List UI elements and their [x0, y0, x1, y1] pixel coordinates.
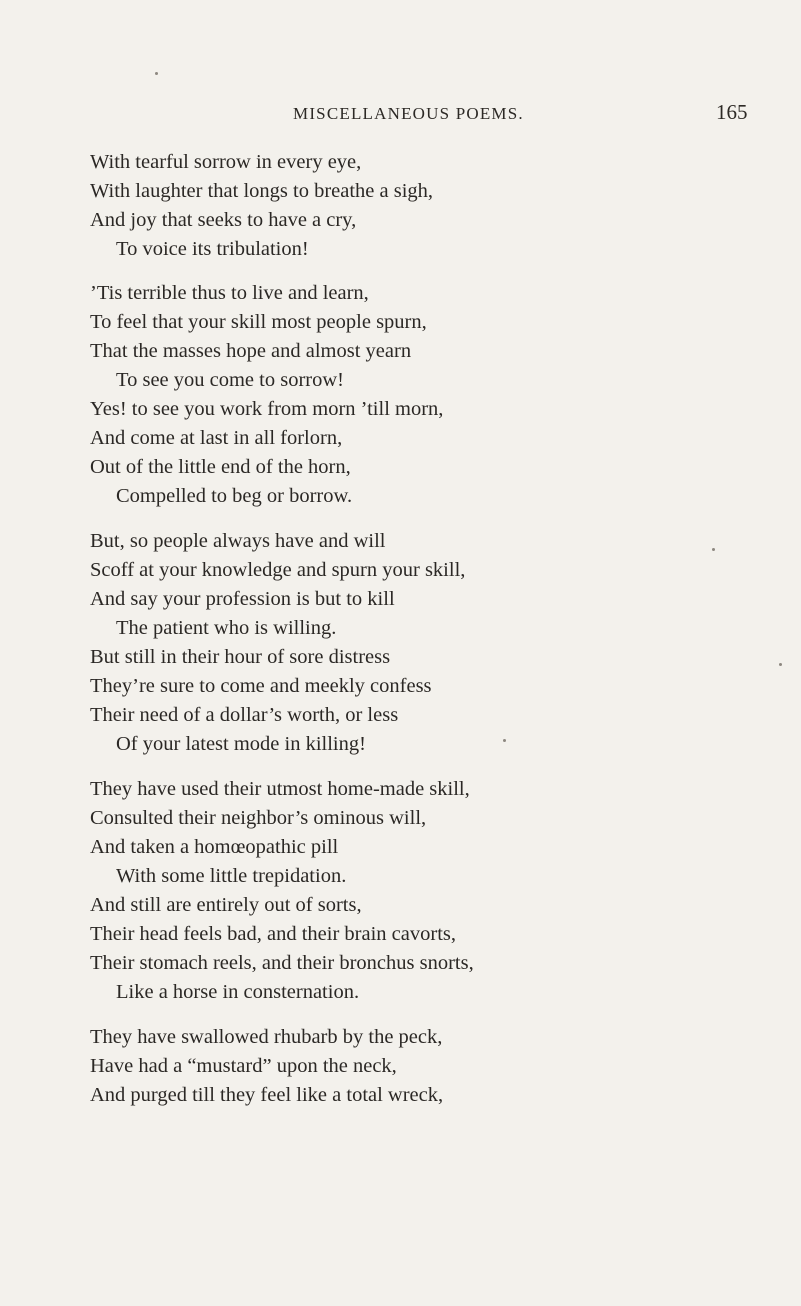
poem-line: With tearful sorrow in every eye,: [90, 151, 362, 173]
poem-line: With some little trepidation.: [116, 865, 347, 887]
scan-speck: [779, 663, 782, 666]
scan-speck: [503, 739, 506, 742]
poem-line: To feel that your skill most people spurn,: [90, 311, 427, 333]
poem-line: They’re sure to come and meekly confess: [90, 675, 432, 697]
poem-line: Scoff at your knowledge and spurn your skill,: [90, 559, 466, 581]
poem-line: Their head feels bad, and their brain cavorts,: [90, 923, 456, 945]
poem-line: ’Tis terrible thus to live and learn,: [90, 282, 369, 304]
poem-line: But still in their hour of sore distress: [90, 646, 391, 668]
scan-speck: [155, 72, 158, 75]
poem-line: The patient who is willing.: [116, 617, 337, 639]
poem-line: And say your profession is but to kill: [90, 588, 395, 610]
poem-line: Their stomach reels, and their bronchus snorts,: [90, 952, 474, 974]
page-number: 165: [716, 100, 748, 124]
poem-line: And joy that seeks to have a cry,: [90, 209, 357, 231]
poem-line: Yes! to see you work from morn ’till morn,: [90, 398, 444, 420]
poem-line: Of your latest mode in killing!: [116, 733, 366, 755]
running-head-title: MISCELLANEOUS POEMS.: [293, 104, 524, 123]
poem-line: But, so people always have and will: [90, 530, 386, 552]
poem-line: Like a horse in consternation.: [116, 981, 360, 1003]
poem-line: They have used their utmost home-made skill,: [90, 778, 470, 800]
poem-line: Consulted their neighbor’s ominous will,: [90, 807, 427, 829]
poem-line: Their need of a dollar’s worth, or less: [90, 704, 399, 726]
poem-line: To voice its tribulation!: [116, 238, 309, 260]
scan-speck: [712, 548, 715, 551]
poem-line: That the masses hope and almost yearn: [90, 340, 412, 362]
running-head: [0, 100, 801, 130]
poem-line: Compelled to beg or borrow.: [116, 485, 353, 507]
poem-line: And purged till they feel like a total wreck,: [90, 1084, 444, 1106]
poem-line: And come at last in all forlorn,: [90, 427, 343, 449]
poem-line: To see you come to sorrow!: [116, 369, 344, 391]
poem-line: Out of the little end of the horn,: [90, 456, 351, 478]
poem-line: With laughter that longs to breathe a sigh,: [90, 180, 434, 202]
poem-line: And still are entirely out of sorts,: [90, 894, 362, 916]
poem-line: Have had a “mustard” upon the neck,: [90, 1055, 397, 1077]
poem-line: They have swallowed rhubarb by the peck,: [90, 1026, 443, 1048]
poem-line: And taken a homœopathic pill: [90, 836, 339, 858]
